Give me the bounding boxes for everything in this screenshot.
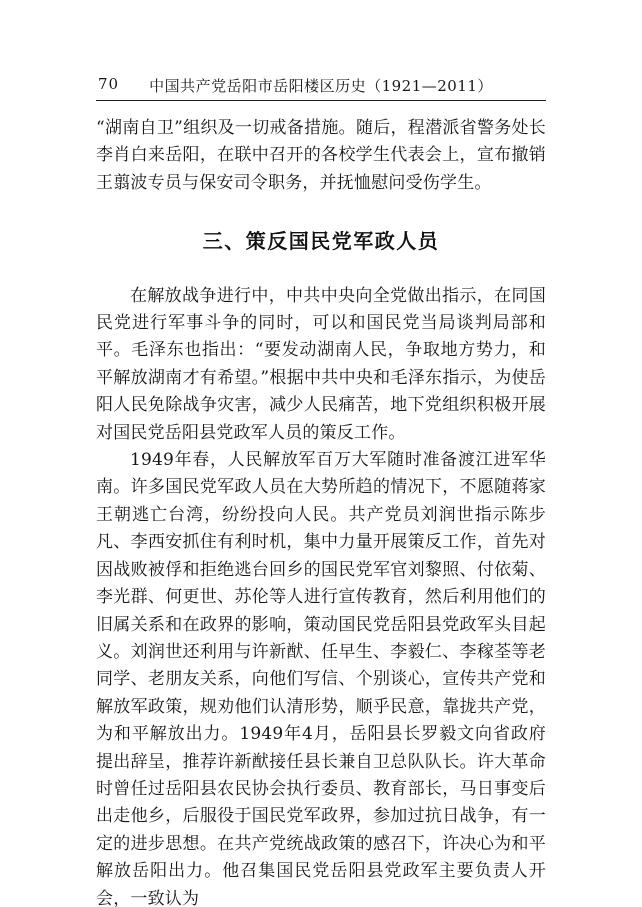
book-title: 中国共产党岳阳市岳阳楼区历史（1921—2011） [149,77,493,95]
paragraph: 1949年春，人民解放军百万大军随时准备渡江进军华南。许多国民党军政人员在大势所趋的情况下，不愿随蒋家王朝逃亡台湾，纷纷投向人民。共产党员刘润世指示陈步凡、李西安抓住有利时机，集中力量开展策反工作，首先对因战败被俘和拒绝逃台回乡的国民党军官刘黎照、付依菊、李光群、何更世、苏伦等人进行宣传教育，然后利用他们的旧属关系和在政界的影响，策动国民党岳阳县党政军头目起义。刘润世还利用与许新猷、任早生、李毅仁、李稼荃等老同学、老朋友关系，向他们写信、个别谈心，宣传共产党和解放军政策，规劝他们认清形势，顺乎民意，靠拢共产党，为和平解放出力。1949年4月，岳阳县长罗毅文向省政府提出辞呈，推荐许新猷接任县长兼自卫总队队长。许大革命时曾任过岳阳县农民协会执行委员、教育部长，马日事变后出走他乡，后服役于国民党军政界，参加过抗日战争，有一定的进步思想。在共产党统战政策的感召下，许决心为和平解放岳阳出力。他召集国民党岳阳县党政军主要负责人开会，一致认为 [96,450,546,907]
section-heading: 三、策反国民党军政人员 [202,229,440,254]
page-number: 70 [98,75,120,93]
page-header [96,74,546,101]
page-content [96,115,546,907]
paragraph: 在解放战争进行中，中共中央向全党做出指示，在同国民党进行军事斗争的同时，可以和国民党当局谈判局部和平。毛泽东也指出：“要发动湖南人民，争取地方势力，和平解放湖南才有希望。”根据中共中央和毛泽东指示，为使岳阳人民免除战争灾害，减少人民痛苦，地下党组织积极开展对国民党岳阳县党政军人员的策反工作。 [96,285,546,443]
paragraph-continuation: “湖南自卫”组织及一切戒备措施。随后，程潜派省警务处长李肖白来岳阳，在联中召开的各校学生代表会上，宣布撤销王翦波专员与保安司令职务，并抚恤慰问受伤学生。 [96,118,546,193]
